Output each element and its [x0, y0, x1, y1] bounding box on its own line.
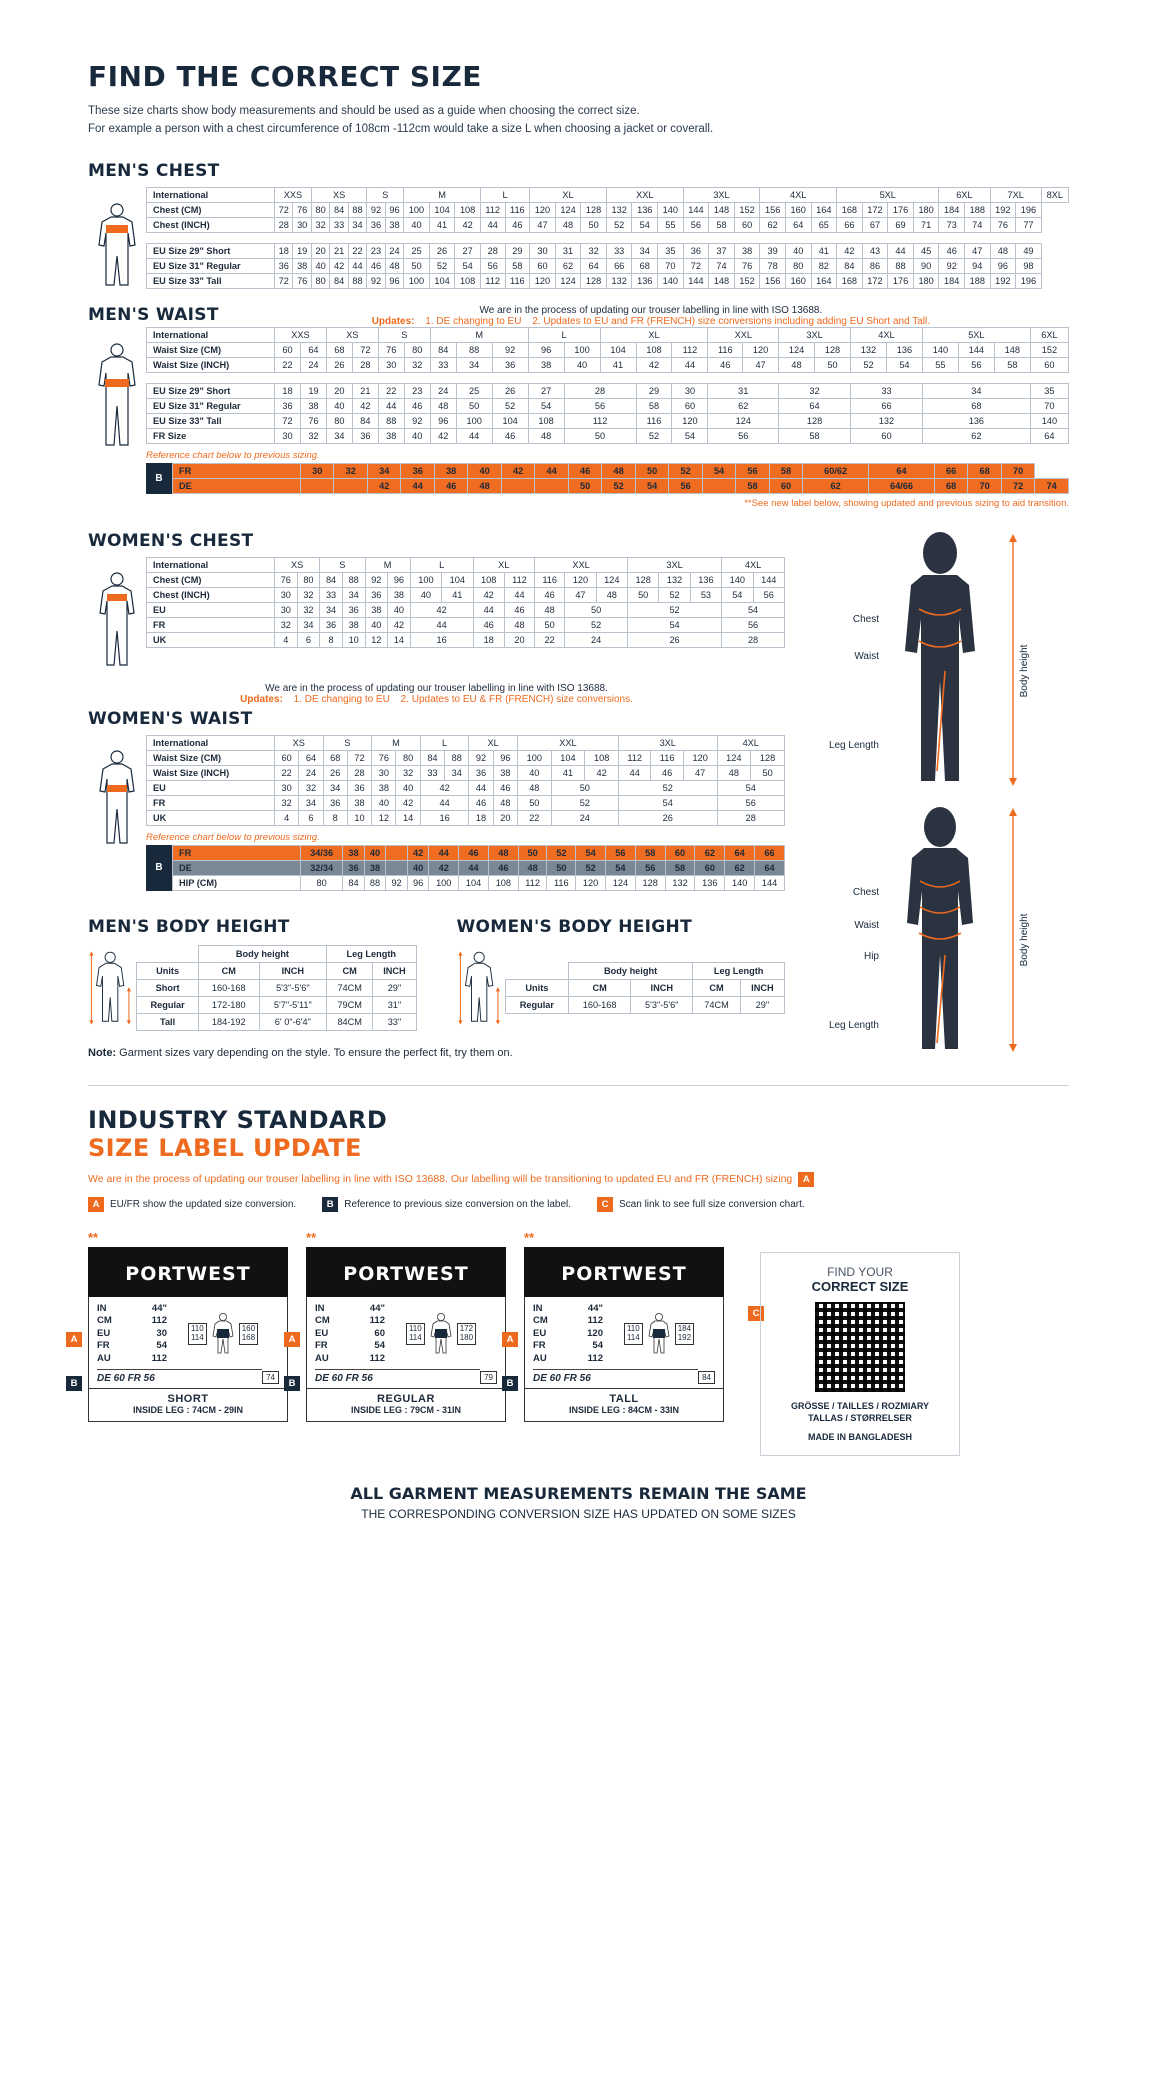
row-val: 112	[369, 1352, 385, 1364]
row-key: CM	[97, 1315, 112, 1327]
womens-chest-block	[88, 557, 785, 671]
card-tag-b-regular: B	[284, 1376, 300, 1391]
inset-small-1: 110	[408, 1324, 422, 1334]
table-row: Chest (INCH) 28 30 32 33 34 36 38 40 41 42 44 46 47 48 50 52 54 55 56 58 60 62 64 65 66 67 69 71 73 74 76 77	[147, 217, 1069, 232]
de-fr-line-short: DE 60 FR 56	[97, 1369, 262, 1384]
industry-standard-heading: INDUSTRY STANDARD	[88, 1105, 388, 1134]
mens-height-heading: MEN'S BODY HEIGHT	[88, 916, 290, 937]
intro-line-2: For example a person with a chest circumference of 108cm -112cm would take a size L when choosing a jacket or coverall.	[88, 122, 714, 135]
stars-short: **	[88, 1229, 99, 1245]
mens-height-table: Body height Leg Length Units CM INCH CM INCH Short 160-168 5'3"-5'6" 74CM 29" Regular 172-180 5'7"-5'11" 79CM 31" Tall 184-192 6' 0"-6'4" 84CM 33"	[136, 945, 416, 1031]
mens-chest-block	[88, 187, 1069, 289]
badge-b-mens: B	[146, 463, 172, 494]
table-header-row: International XS S M L XL XXL 3XL 4XL	[147, 735, 785, 750]
table-row-de: DE 32/34 36 38 40 42 44 46 48 50 52 54 56 58 60 62 64	[173, 860, 785, 875]
table-row: FR Size 30 32 34 36 38 40 42 44 46 48 50 52 54 56 58 60 62 64	[147, 428, 1069, 443]
row-key: AU	[315, 1352, 329, 1364]
female-waist-figure	[88, 735, 146, 849]
intro-text	[88, 103, 1069, 139]
male-body-height-arrow	[1001, 531, 1031, 789]
womens-waist-heading: WOMEN'S WAIST	[88, 708, 253, 729]
row-val: 54	[592, 1340, 603, 1352]
table-row: Short 160-168 5'3"-5'6" 74CM 29"	[137, 979, 416, 996]
mens-waist-heading: MEN'S WAIST	[88, 304, 219, 325]
row-val: 30	[156, 1327, 167, 1339]
row-key: EU	[533, 1327, 547, 1339]
qr-card[interactable]	[760, 1252, 960, 1457]
row-key: FR	[533, 1340, 546, 1352]
table-row: EU Size 31" Regular 36 38 40 42 44 46 48 50 52 54 56 58 60 62 64 66 68 70 72 74 76 78 80 82 84 86 88 90 92 94 96 98	[147, 258, 1069, 273]
legend-b-text: Reference to previous size conversion on the label.	[344, 1198, 572, 1210]
inset-height-2: 168	[241, 1332, 256, 1342]
row-key: CM	[533, 1315, 548, 1327]
svg-text:Body height: Body height	[1019, 913, 1030, 967]
table-row: Regular 160-168 5'3"-5'6" 74CM 29"	[505, 996, 784, 1013]
mens-waist-ref-note: Reference chart below to previous sizing.	[146, 449, 320, 461]
qr-tag-c: C	[748, 1306, 764, 1321]
table-row-fr: FR 34/36 38 40 42 44 46 48 50 52 54 56 58 60 62 64 66	[173, 845, 785, 860]
badge-b-womens: B	[146, 845, 172, 891]
mens-waist-iso-note: We are in the process of updating our trouser labelling in line with ISO 13688.	[479, 304, 823, 316]
row-key: EU	[97, 1327, 111, 1339]
tag-c-icon: C	[597, 1197, 613, 1212]
update-2: 2. Updates to EU and FR (FRENCH) size conversions including adding EU Short and Tall.	[532, 315, 931, 327]
inset-small-1: 110	[626, 1324, 640, 1334]
female-hip-label: Hip	[863, 950, 879, 962]
label-legend	[88, 1197, 1069, 1212]
table-row: UK 4 6 8 10 12 14 16 18 20 22 24 26 28	[147, 810, 785, 825]
legend-item-c	[597, 1197, 805, 1212]
section-divider	[88, 1085, 1069, 1086]
label-cards	[70, 1229, 1069, 1457]
female-leg-label: Leg Length	[828, 1019, 879, 1031]
table-row: FR 32 34 36 38 40 42 44 46 48 50 52 54 56	[147, 617, 785, 632]
final-statement-1: ALL GARMENT MEASUREMENTS REMAIN THE SAME	[350, 1484, 807, 1504]
row-key: AU	[97, 1352, 111, 1364]
table-row-fr: FR 30 32 34 36 38 40 42 44 46 48 50 52 54 56 58 60/62 64 66 68 70	[173, 463, 1069, 478]
legend-item-b	[322, 1197, 571, 1212]
row-val: 112	[151, 1315, 167, 1327]
table-row: Waist Size (CM) 60 64 68 72 76 80 84 88 92 96 100 104 108 112 116 120 124 128	[147, 750, 785, 765]
row-val: 54	[156, 1340, 167, 1352]
inset-height-2: 180	[459, 1332, 474, 1342]
mens-waist-table	[146, 327, 1069, 444]
qr-find-text: FIND YOUR	[827, 1264, 893, 1279]
row-key: IN	[97, 1302, 107, 1314]
stars-regular: **	[306, 1229, 317, 1245]
row-val: 60	[374, 1327, 385, 1339]
row-key: FR	[97, 1340, 110, 1352]
table-header-row: International XXS XS S M L XL XXL 3XL 4XL 5XL 6XL 7XL 8XL	[147, 187, 1069, 202]
brand-header-regular	[306, 1247, 506, 1297]
table-row: Tall 184-192 6' 0"-6'4" 84CM 33"	[137, 1013, 416, 1030]
page-title: FIND THE CORRECT SIZE	[88, 60, 482, 93]
lead-tag-a: A	[798, 1172, 814, 1187]
womens-chest-heading: WOMEN'S CHEST	[88, 530, 254, 551]
card-tag-a-short: A	[66, 1332, 82, 1347]
row-key: FR	[315, 1340, 328, 1352]
svg-text:Body height: Body height	[1019, 644, 1030, 698]
fit-name-short: SHORT	[167, 1393, 209, 1406]
fit-note-label: Note:	[88, 1046, 117, 1059]
table-row: Regular 172-180 5'7"-5'11" 79CM 31"	[137, 996, 416, 1013]
table-header-row: International XS S M L XL XXL 3XL 4XL	[147, 557, 785, 572]
mens-waist-block	[88, 327, 1069, 527]
table-row: Chest (CM) 76 80 84 88 92 96 100 104 108 112 116 120 124 128 132 136 140 144	[147, 572, 785, 587]
row-val: 44"	[587, 1302, 603, 1314]
label-figure-icon	[209, 1312, 237, 1356]
womens-updates-label: Updates:	[240, 693, 283, 705]
row-key: CM	[315, 1315, 330, 1327]
legend-item-a	[88, 1197, 296, 1212]
womens-height-table: Body height Leg Length Units CM INCH CM INCH Regular 160-168 5'3"-5'6" 74CM 29"	[505, 962, 785, 1014]
row-val: 112	[151, 1352, 167, 1364]
female-torso-figure	[88, 557, 146, 671]
table-row: Chest (CM) 72 76 80 84 88 92 96 100 104 108 112 116 120 124 128 132 136 140 144 148 152 156 160 164 168 172 176 180 184 188 192 196	[147, 202, 1069, 217]
inset-small-2: 114	[408, 1332, 422, 1342]
table-row: EU Size 29" Short 18 19 20 21 22 23 24 25 26 27 28 29 30 31 32 33 34 35	[147, 383, 1069, 398]
inset-small-1: 110	[190, 1324, 204, 1334]
size-label-update-heading: SIZE LABEL UPDATE	[88, 1133, 362, 1162]
brand-name-regular: PORTWEST	[343, 1262, 469, 1285]
label-figure-icon	[645, 1312, 673, 1356]
row-val: 112	[369, 1315, 385, 1327]
stars-tall: **	[524, 1229, 535, 1245]
qr-code-icon[interactable]	[815, 1302, 905, 1392]
male-waist-label: Waist	[854, 651, 879, 663]
qr-line-3: MADE IN BANGLADESH	[807, 1431, 912, 1442]
inset-leg-tall: 84	[698, 1371, 715, 1384]
womens-update-1: 1. DE changing to EU	[293, 693, 390, 705]
table-row: Chest (INCH) 30 32 33 34 36 38 40 41 42 44 46 47 48 50 52 53 54 56	[147, 587, 785, 602]
inset-height-1: 184	[677, 1324, 692, 1334]
table-row: Waist Size (INCH) 22 24 26 28 30 32 33 34 36 38 40 41 42 44 46 47 48 50 52 54 55 56 58 60	[147, 357, 1069, 372]
row-key: IN	[533, 1302, 543, 1314]
model-photos-column	[809, 531, 1069, 1059]
row-val: 44"	[151, 1302, 167, 1314]
card-tag-a-tall: A	[502, 1332, 518, 1347]
female-model-photo	[885, 805, 995, 1055]
update-1: 1. DE changing to EU	[425, 315, 522, 327]
inset-small-2: 114	[190, 1332, 204, 1342]
table-row: EU Size 31" Regular 36 38 40 42 44 46 48 50 52 54 56 58 60 62 64 66 68 70	[147, 398, 1069, 413]
brand-header-tall	[524, 1247, 724, 1297]
mens-waist-legacy-table	[172, 463, 1069, 494]
female-chest-label: Chest	[852, 886, 879, 898]
inset-height-1: 160	[241, 1324, 256, 1334]
table-header-row: International XXS XS S M L XL XXL 3XL 4XL 5XL 6XL	[147, 327, 1069, 342]
mens-chest-heading: MEN'S CHEST	[88, 160, 220, 181]
row-key: EU	[315, 1327, 329, 1339]
row-val: 112	[587, 1352, 603, 1364]
inset-leg-regular: 79	[480, 1371, 497, 1384]
row-val: 120	[587, 1327, 603, 1339]
card-tag-a-regular: A	[284, 1332, 300, 1347]
brand-name-tall: PORTWEST	[561, 1262, 687, 1285]
womens-height-heading: WOMEN'S BODY HEIGHT	[456, 916, 692, 937]
inside-leg-regular: INSIDE LEG : 79CM - 31IN	[350, 1405, 462, 1416]
inside-leg-short: INSIDE LEG : 74CM - 29IN	[132, 1405, 244, 1416]
label-update-lead: We are in the process of updating our trouser labelling in line with ISO 13688. Our labelling will be transitioning to updated EU and FR (FRENCH) sizing	[88, 1173, 793, 1186]
table-row-de: DE 42 44 46 48 50 52 54 56 58 60 62 64/66 68 70 72 74	[173, 478, 1069, 493]
inset-leg-short: 74	[262, 1371, 279, 1384]
inside-leg-tall: INSIDE LEG : 84CM - 33IN	[568, 1405, 680, 1416]
label-figure-icon	[427, 1312, 455, 1356]
fit-note	[88, 1047, 785, 1059]
final-statement-2: THE CORRESPONDING CONVERSION SIZE HAS UPDATED ON SOME SIZES	[361, 1507, 796, 1522]
tag-a-icon: A	[88, 1197, 104, 1212]
row-key: AU	[533, 1352, 547, 1364]
womens-waist-block	[88, 735, 785, 891]
de-fr-line-regular: DE 60 FR 56	[315, 1369, 480, 1384]
legend-a-text: EU/FR show the updated size conversion.	[110, 1198, 297, 1210]
updates-label: Updates:	[371, 315, 415, 327]
de-fr-line-tall: DE 60 FR 56	[533, 1369, 698, 1384]
female-height-figure	[457, 943, 501, 1033]
qr-correct-text: CORRECT SIZE	[811, 1278, 909, 1294]
table-row-hip: HIP (CM) 80 84 88 92 96 100 104 108 112 116 120 124 128 132 136 140 144	[173, 875, 785, 890]
row-key: IN	[315, 1302, 325, 1314]
intro-line-1: These size charts show body measurements and should be used as a guide when choosing the correct size.	[88, 105, 640, 117]
womens-update-2: 2. Updates to EU & FR (FRENCH) size conversions.	[400, 693, 633, 705]
womens-chest-table	[146, 557, 785, 648]
female-waist-label: Waist	[854, 919, 879, 931]
table-row: EU Size 33" Tall 72 76 80 84 88 92 96 100 104 108 112 116 120 124 128 132 136 140 144 148 152 156 160 164 168 172 176 180 184 188 192 196	[147, 273, 1069, 288]
table-row: EU 30 32 34 36 38 40 42 44 46 48 50 52 54	[147, 780, 785, 795]
womens-waist-ref-note: Reference chart below to previous sizing.	[146, 831, 320, 843]
womens-waist-iso-note: We are in the process of updating our trouser labelling in line with ISO 13688.	[265, 682, 608, 694]
label-card-short	[70, 1229, 288, 1457]
mens-waist-footnote: **See new label below, showing updated and previous sizing to aid transition.	[744, 497, 1069, 509]
label-card-regular	[288, 1229, 506, 1457]
label-card-tall	[506, 1229, 724, 1457]
table-row: EU Size 33" Tall 72 76 80 84 88 92 96 100 104 108 112 116 120 124 128 132 136 140	[147, 413, 1069, 428]
size-guide-page	[0, 60, 1157, 1521]
inset-height-2: 192	[677, 1332, 692, 1342]
table-row: Waist Size (CM) 60 64 68 72 76 80 84 88 92 96 100 104 108 112 116 120 124 128 132 136 140 144 148 152	[147, 342, 1069, 357]
qr-line-2: TALLAS / STØRRELSER	[808, 1413, 912, 1424]
inset-small-2: 114	[626, 1332, 640, 1342]
male-height-figure	[88, 943, 132, 1033]
row-val: 44"	[369, 1302, 385, 1314]
mens-chest-table	[146, 187, 1069, 289]
legend-c-text: Scan link to see full size conversion chart.	[619, 1198, 805, 1210]
table-row: EU 30 32 34 36 38 40 42 44 46 48 50 52 54	[147, 602, 785, 617]
fit-name-regular: REGULAR	[377, 1393, 435, 1406]
brand-header-short	[88, 1247, 288, 1297]
row-val: 112	[587, 1315, 603, 1327]
row-val: 54	[374, 1340, 385, 1352]
tag-b-icon: B	[322, 1197, 338, 1212]
inset-height-1: 172	[459, 1324, 474, 1334]
card-tag-b-short: B	[66, 1376, 82, 1391]
male-torso-figure	[88, 187, 146, 287]
card-tag-b-tall: B	[502, 1376, 518, 1391]
womens-waist-table	[146, 735, 785, 826]
male-chest-label: Chest	[852, 614, 879, 626]
qr-line-1: GRÖSSE / TAILLES / ROZMIARY	[790, 1400, 929, 1411]
fit-note-text: Garment sizes vary depending on the style. To ensure the perfect fit, try them on.	[116, 1046, 513, 1059]
male-waist-figure	[88, 327, 146, 451]
table-row: Waist Size (INCH) 22 24 26 28 30 32 33 34 36 38 40 41 42 44 46 47 48 50	[147, 765, 785, 780]
male-model-photo	[885, 531, 995, 789]
table-row: UK 4 6 8 10 12 14 16 18 20 22 24 26 28	[147, 632, 785, 647]
fit-name-tall: TALL	[609, 1393, 639, 1406]
table-row: FR 32 34 36 38 40 42 44 46 48 50 52 54 56	[147, 795, 785, 810]
female-body-height-arrow	[1001, 805, 1031, 1055]
womens-waist-legacy-table	[172, 845, 785, 891]
male-leg-label: Leg Length	[828, 740, 879, 752]
brand-name-short: PORTWEST	[125, 1262, 251, 1285]
table-row: EU Size 29" Short 18 19 20 21 22 23 24 25 26 27 28 29 30 31 32 33 34 35 36 37 38 39 40 41 42 43 44 45 46 47 48 49	[147, 243, 1069, 258]
